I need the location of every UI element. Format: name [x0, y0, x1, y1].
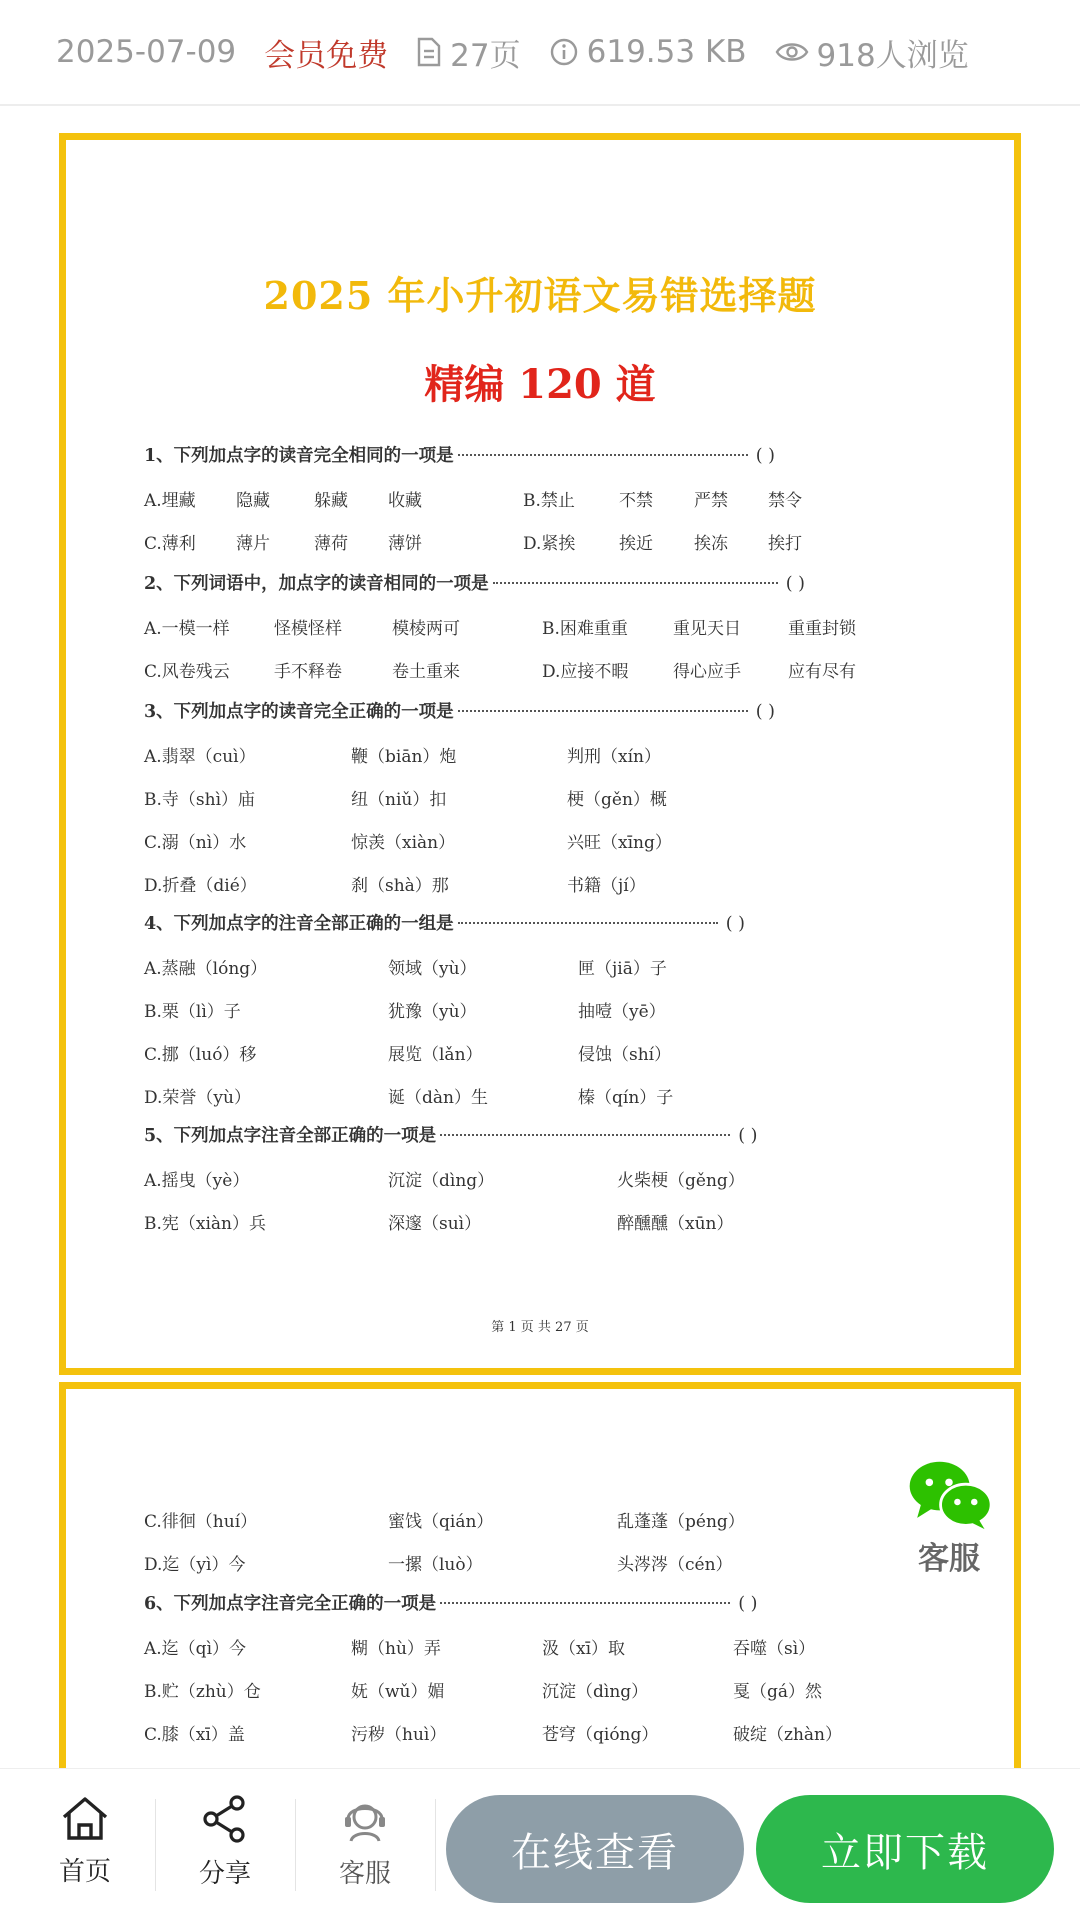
option: 挨冻: [694, 534, 728, 554]
option: 刹（shà）那: [351, 876, 449, 896]
file-size: [549, 34, 747, 70]
option: 沉淀（dìng）: [542, 1682, 649, 1702]
option: 妩（wǔ）媚: [351, 1682, 445, 1702]
option: 重重封锁: [788, 619, 856, 639]
option: D.折叠（dié）: [144, 876, 257, 896]
option: 乱蓬蓬（péng）: [617, 1512, 745, 1532]
option: 苍穹（qióng）: [542, 1725, 659, 1745]
option: 纽（niǔ）扣: [351, 790, 447, 810]
option: 挨打: [768, 534, 802, 554]
option: 犹豫（yù）: [388, 1002, 477, 1022]
option: 展览（lǎn）: [388, 1045, 483, 1065]
option: 一摞（luò）: [388, 1555, 483, 1575]
document-subtitle: 精编 120 道: [424, 361, 656, 408]
option: B.贮（zhù）仓: [144, 1682, 261, 1702]
option: 深邃（suì）: [388, 1214, 482, 1234]
file-size-text: 619.53 KB: [586, 34, 747, 70]
option: C.膝（xī）盖: [144, 1725, 245, 1745]
nav-share-label: 分享: [198, 1858, 251, 1888]
question-text: 4、下列加点字的注音全部正确的一组是: [144, 914, 454, 934]
nav-customer-service[interactable]: [300, 1795, 430, 1890]
option: D.迄（yì）今: [144, 1555, 246, 1575]
option: 判刑（xín）: [567, 747, 661, 767]
option: A.摇曳（yè）: [144, 1171, 250, 1191]
question-text: 6、下列加点字注音完全正确的一项是: [144, 1594, 437, 1614]
option: B.困难重重: [542, 619, 628, 639]
option: 榛（qín）子: [578, 1088, 674, 1108]
divider: [295, 1799, 296, 1891]
option: C.薄利: [144, 534, 196, 554]
option: B.宪（xiàn）兵: [144, 1214, 267, 1234]
option: A.翡翠（cuì）: [144, 747, 256, 767]
info-icon: [549, 37, 579, 67]
wechat-icon: [901, 1458, 997, 1531]
option: 隐藏: [236, 491, 270, 511]
upload-date: 2025-07-09: [56, 34, 237, 70]
option: B.栗（lì）子: [144, 1002, 241, 1022]
option: 侵蚀（shí）: [578, 1045, 672, 1065]
option: B.禁止: [523, 491, 575, 511]
option: 匣（jiā）子: [578, 959, 667, 979]
document-title: 2025 年小升初语文易错选择题: [263, 273, 817, 318]
option: 书籍（jí）: [567, 876, 646, 896]
question-text: 5、下列加点字注音全部正确的一项是: [144, 1126, 437, 1146]
page-count: [416, 30, 520, 75]
customer-service-label: 客服: [918, 1541, 980, 1576]
bottom-action-bar: [0, 1768, 1080, 1920]
option: 污秽（huì）: [351, 1725, 447, 1745]
option: B.寺（shì）庙: [144, 790, 256, 810]
view-online-button[interactable]: 在线查看: [446, 1795, 744, 1903]
option: A.迄（qì）今: [144, 1639, 246, 1659]
option: 薄荷: [314, 534, 348, 554]
option: C.挪（luó）移: [144, 1045, 257, 1065]
question-2: 2、下列词语中，加点字的读音相同的一项是 ( ): [144, 574, 805, 594]
nav-service-label: 客服: [338, 1858, 391, 1888]
document-meta-bar: [0, 0, 1080, 106]
question-4: 4、下列加点字的注音全部正确的一组是 ( ): [144, 914, 745, 934]
share-icon: [201, 1795, 249, 1843]
option: C.徘徊（huí）: [144, 1512, 258, 1532]
option: 怪模怪样: [274, 619, 342, 639]
option: 兴旺（xīng）: [567, 833, 672, 853]
option: C.风卷残云: [144, 662, 230, 682]
option: 惊羡（xiàn）: [351, 833, 456, 853]
option: 火柴梗（gěng）: [617, 1171, 745, 1191]
page-count-text: 27页: [450, 37, 521, 74]
option: D.荣誉（yù）: [144, 1088, 251, 1108]
option: 模棱两可: [392, 619, 460, 639]
view-count: [775, 30, 969, 75]
option: 领域（yù）: [388, 959, 477, 979]
view-count-text: 918人浏览: [816, 37, 969, 74]
question-text: 2、下列词语中，加点字的读音相同的一项是: [144, 574, 489, 594]
option: A.蒸融（lóng）: [144, 959, 268, 979]
option: 手不释卷: [274, 662, 342, 682]
member-free-badge: 会员免费: [264, 37, 389, 74]
option: 禁令: [768, 491, 802, 511]
option: 戛（gá）然: [733, 1682, 823, 1702]
option: 挨近: [619, 534, 653, 554]
option: 薄片: [236, 534, 270, 554]
question-5: 5、下列加点字注音全部正确的一项是 ( ): [144, 1126, 758, 1146]
floating-customer-service[interactable]: [894, 1458, 1004, 1578]
home-icon: [60, 1795, 110, 1841]
option: 抽噎（yē）: [578, 1002, 666, 1022]
option: 鞭（biān）炮: [351, 747, 457, 767]
option: 得心应手: [673, 662, 741, 682]
option: 糊（hù）弄: [351, 1639, 441, 1659]
nav-home-label: 首页: [58, 1856, 111, 1886]
question-1: 1、下列加点字的读音完全相同的一项是 ( ): [144, 446, 775, 466]
question-3: 3、下列加点字的读音完全正确的一项是 ( ): [144, 702, 775, 722]
option: D.紧挨: [523, 534, 576, 554]
page-footer: 第 1 页 共 27 页: [491, 1320, 589, 1335]
divider: [435, 1799, 436, 1891]
nav-home[interactable]: [20, 1795, 150, 1888]
option: 吞噬（sì）: [733, 1639, 816, 1659]
document-page-1[interactable]: [59, 133, 1021, 1375]
option: 沉淀（dìng）: [388, 1171, 495, 1191]
option: 应有尽有: [788, 662, 856, 682]
option: A.一模一样: [144, 619, 230, 639]
option: 醉醺醺（xūn）: [617, 1214, 734, 1234]
option: 不禁: [619, 491, 653, 511]
nav-share[interactable]: [160, 1795, 290, 1890]
option: 卷土重来: [392, 662, 460, 682]
divider: [155, 1799, 156, 1891]
option: 重见天日: [673, 619, 741, 639]
headset-icon: [341, 1795, 389, 1843]
option: C.溺（nì）水: [144, 833, 247, 853]
document-icon: [416, 37, 442, 67]
option: 蜜饯（qián）: [388, 1512, 494, 1532]
eye-icon: [775, 39, 809, 65]
option: 诞（dàn）生: [388, 1088, 488, 1108]
option: A.埋藏: [144, 491, 196, 511]
option: 梗（gěn）概: [567, 790, 667, 810]
option: 严禁: [694, 491, 728, 511]
document-page-2[interactable]: [59, 1382, 1021, 1782]
download-now-button[interactable]: 立即下载: [756, 1795, 1054, 1903]
option: 收藏: [388, 491, 422, 511]
option: 汲（xī）取: [542, 1639, 626, 1659]
option: 躲藏: [314, 491, 348, 511]
option: 头涔涔（cén）: [617, 1555, 733, 1575]
question-6: 6、下列加点字注音完全正确的一项是 ( ): [144, 1594, 758, 1614]
question-text: 1、下列加点字的读音完全相同的一项是: [144, 446, 454, 466]
option: 破绽（zhàn）: [733, 1725, 842, 1745]
question-text: 3、下列加点字的读音完全正确的一项是: [144, 702, 454, 722]
option: D.应接不暇: [542, 662, 629, 682]
option: 薄饼: [388, 534, 422, 554]
